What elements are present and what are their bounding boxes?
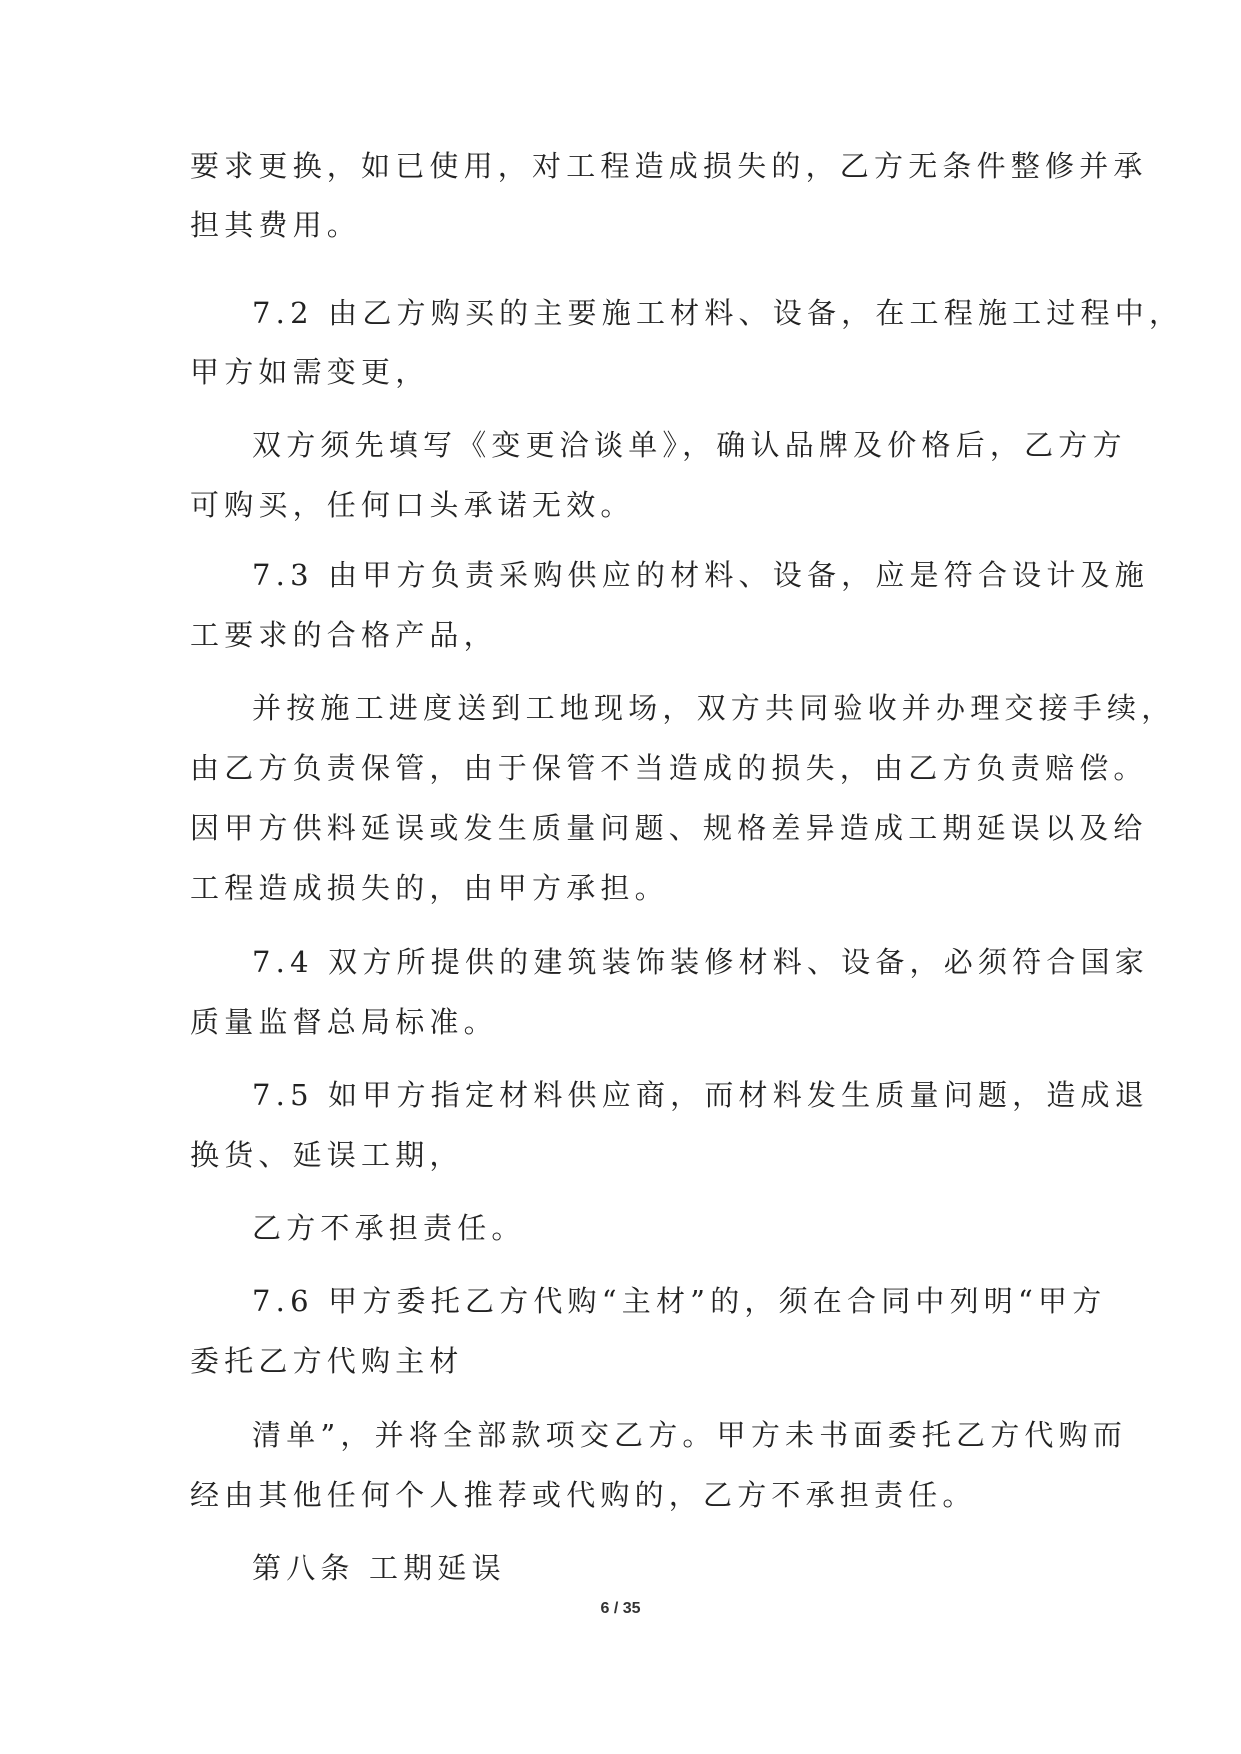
text-line: 可购买，任何口头承诺无效。: [190, 488, 635, 522]
text-line: 工程造成损失的，由甲方承担。: [190, 871, 669, 905]
article-8-heading: 第八条 工期延误: [252, 1551, 506, 1585]
clause-7-4-line: 7.4 双方所提供的建筑装饰装修材料、设备，必须符合国家: [252, 945, 1149, 979]
clause-7-3-line: 7.3 由甲方负责采购供应的材料、设备，应是符合设计及施: [252, 558, 1149, 592]
text-line: 要求更换，如已使用，对工程造成损失的，乙方无条件整修并承: [190, 149, 1148, 183]
text-line: 因甲方供料延误或发生质量问题、规格差异造成工期延误以及给: [190, 811, 1148, 845]
text-line: 担其费用。: [190, 208, 362, 242]
clause-7-5-line: 7.5 如甲方指定材料供应商，而材料发生质量问题，造成退: [252, 1078, 1149, 1112]
text-line: 质量监督总局标准。: [190, 1005, 498, 1039]
clause-7-2-line: 7.2 由乙方购买的主要施工材料、设备，在工程施工过程中，: [252, 296, 1184, 330]
text-line: 乙方不承担责任。: [252, 1211, 526, 1245]
text-line: 委托乙方代购主材: [190, 1344, 464, 1378]
text-line: 换货、延误工期，: [190, 1138, 464, 1172]
text-line: 双方须先填写《变更洽谈单》，确认品牌及价格后，乙方方: [252, 428, 1127, 462]
text-line: 并按施工进度送到工地现场，双方共同验收并办理交接手续，: [252, 691, 1176, 725]
text-line: 由乙方负责保管，由于保管不当造成的损失，由乙方负责赔偿。: [190, 751, 1148, 785]
page-number: 6 / 35: [600, 1600, 641, 1617]
text-line: 清单”，并将全部款项交乙方。甲方未书面委托乙方代购而: [252, 1418, 1128, 1452]
clause-7-6-line: 7.6 甲方委托乙方代购“主材”的，须在合同中列明“甲方: [252, 1284, 1107, 1318]
text-line: 工要求的合格产品，: [190, 618, 498, 652]
text-line: 甲方如需变更，: [190, 355, 430, 389]
text-line: 经由其他任何个人推荐或代购的，乙方不承担责任。: [190, 1478, 977, 1512]
